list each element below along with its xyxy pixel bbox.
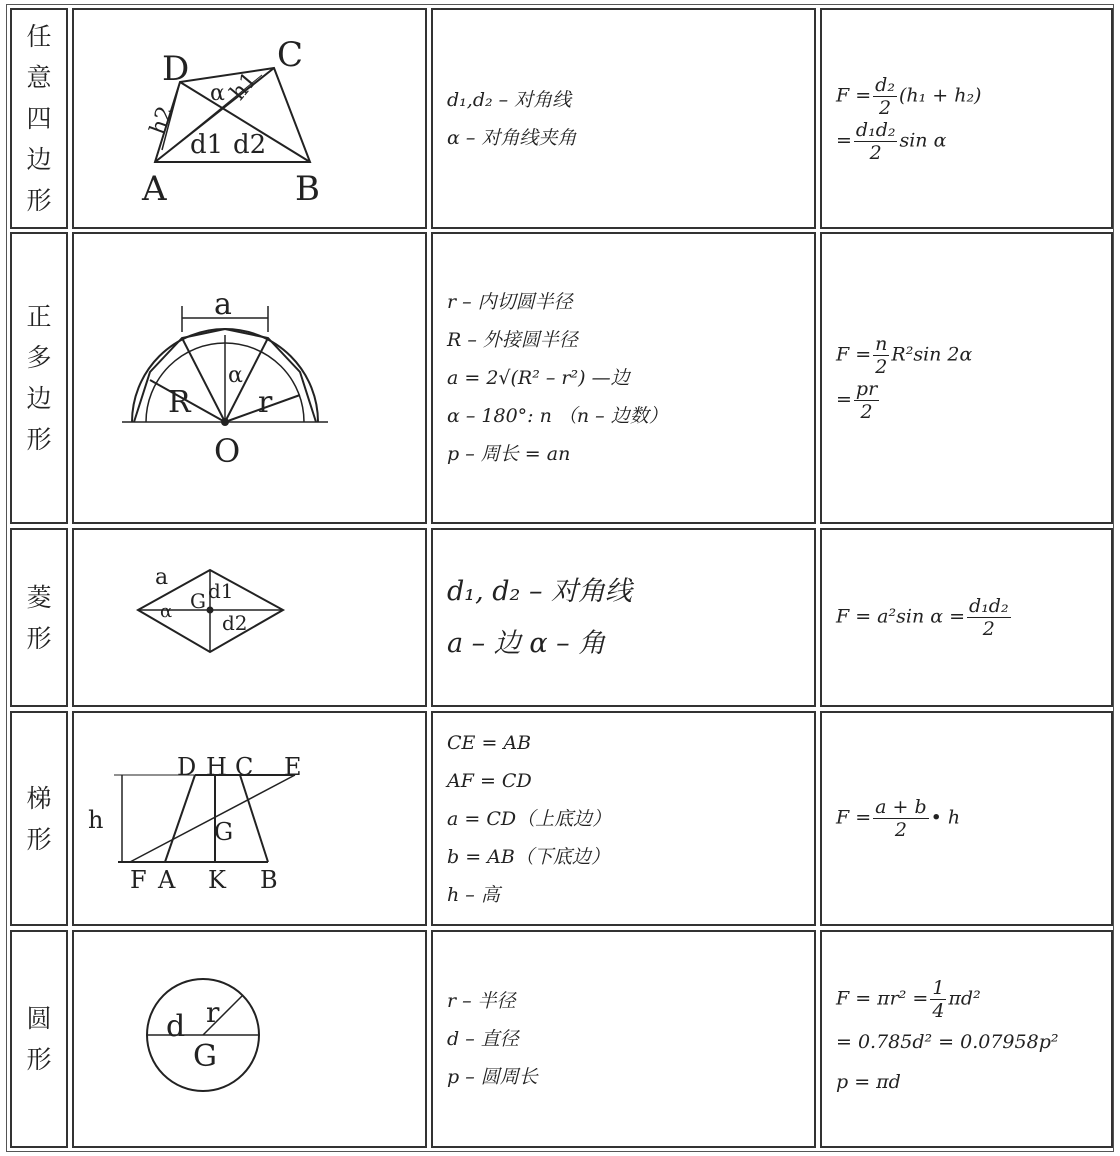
label-B: B [295, 169, 320, 209]
label-H: H [206, 753, 227, 781]
formula-text: F = πr² = [836, 987, 929, 1009]
formula-text: = [836, 388, 852, 411]
name-char: 多 [26, 343, 52, 372]
numerator: d₂ [875, 73, 895, 96]
label-a: a [214, 287, 232, 322]
legend-line: p – 周长 = an [447, 443, 571, 465]
numerator: pr [855, 378, 878, 400]
legend-line: b = AB（下底边） [447, 845, 610, 868]
label-alpha: α [160, 601, 173, 622]
trapezoid-figure [88, 753, 302, 894]
legend-line: R – 外接圆半径 [447, 329, 578, 351]
denominator: 2 [894, 819, 907, 841]
formula-text: = [836, 129, 852, 151]
label-D: D [177, 753, 197, 781]
name-char: 圆 [26, 1004, 52, 1033]
label-K: K [208, 866, 226, 894]
formula-text: F = [836, 84, 872, 106]
legend-line: a = CD（上底边） [447, 807, 612, 830]
label-r: r [258, 385, 273, 420]
name-char: 任 [26, 22, 52, 51]
label-alpha: α [210, 81, 225, 106]
label-C: C [235, 753, 254, 781]
name-char: 形 [26, 623, 52, 653]
label-A: A [158, 866, 176, 894]
legend-line: r – 半径 [447, 990, 516, 1012]
name-char: 四 [26, 104, 52, 133]
legend-line: p – 圆周长 [447, 1066, 538, 1088]
label-d1: d1 [190, 130, 224, 160]
formula-text: πd² [948, 987, 981, 1009]
name-char: 菱 [26, 582, 52, 612]
label-F: F [130, 866, 147, 894]
legend-line: a – 边 α – 角 [447, 627, 606, 659]
label-d2: d2 [222, 611, 248, 635]
label-r: r [206, 996, 220, 1029]
label-G: G [214, 818, 234, 846]
denominator: 2 [982, 618, 995, 640]
name-char: 边 [26, 145, 52, 174]
legend-line: a = 2√(R² – r²) —边 [447, 367, 630, 389]
legend-line: d₁, d₂ – 对角线 [447, 575, 633, 607]
legend-line: r – 内切圆半径 [447, 291, 573, 313]
legend-line: d – 直径 [447, 1028, 519, 1050]
numerator: d₁d₂ [969, 595, 1009, 617]
formula-text: = 0.785d² = 0.07958p² [836, 1030, 1059, 1053]
formula-text: F = a²sin α = [836, 605, 966, 628]
name-char: 形 [26, 425, 52, 454]
name-char: 正 [26, 302, 52, 331]
label-O: O [214, 432, 241, 470]
label-G: G [190, 589, 206, 613]
denominator: 2 [875, 356, 888, 378]
legend-line: α – 180°: n （n – 边数） [447, 405, 668, 427]
label-h1: h1 [225, 67, 263, 106]
label-d: d [166, 1009, 186, 1044]
legend-line: CE = AB [447, 731, 532, 754]
numerator: a + b [875, 796, 927, 818]
label-a: a [155, 565, 169, 590]
legend-line: d₁,d₂ – 对角线 [447, 88, 572, 111]
quadrilateral-figure [141, 35, 320, 209]
formula-text: (h₁ + h₂) [898, 84, 982, 106]
formula-text: F = [836, 343, 872, 366]
denominator: 4 [932, 999, 945, 1022]
rhombus-figure [138, 565, 283, 652]
legend-line: AF = CD [447, 769, 532, 792]
label-h: h [88, 806, 104, 834]
denominator: 2 [860, 401, 873, 423]
formula-text: F = [836, 806, 872, 829]
circle-figure [147, 979, 259, 1091]
legend-line: α – 对角线夹角 [447, 126, 577, 149]
regular-polygon-figure [122, 287, 328, 470]
formula-text: sin α [899, 129, 947, 151]
formula-text: • h [930, 806, 961, 829]
name-char: 梯 [26, 783, 52, 813]
label-C: C [277, 35, 304, 75]
formula-text: p = πd [836, 1070, 901, 1093]
label-R: R [168, 385, 191, 420]
numerator: d₁d₂ [855, 118, 896, 141]
denominator: 2 [869, 141, 882, 164]
name-char: 形 [26, 186, 52, 215]
label-G: G [193, 1039, 217, 1074]
name-char: 形 [26, 1045, 52, 1074]
label-D: D [162, 49, 190, 89]
label-A: A [142, 169, 167, 209]
label-h2: h2 [145, 103, 179, 139]
name-char: 意 [26, 63, 52, 92]
name-char: 边 [26, 384, 52, 413]
numerator: 1 [932, 976, 945, 999]
label-d2: d2 [233, 130, 267, 160]
denominator: 2 [879, 96, 892, 119]
numerator: n [875, 333, 888, 355]
label-alpha: α [228, 363, 243, 388]
name-char: 形 [26, 824, 52, 854]
formula-text: R²sin 2α [891, 343, 973, 366]
label-d1: d1 [208, 579, 234, 603]
label-B: B [260, 866, 278, 894]
label-E: E [284, 753, 302, 781]
legend-line: h – 高 [447, 883, 500, 906]
